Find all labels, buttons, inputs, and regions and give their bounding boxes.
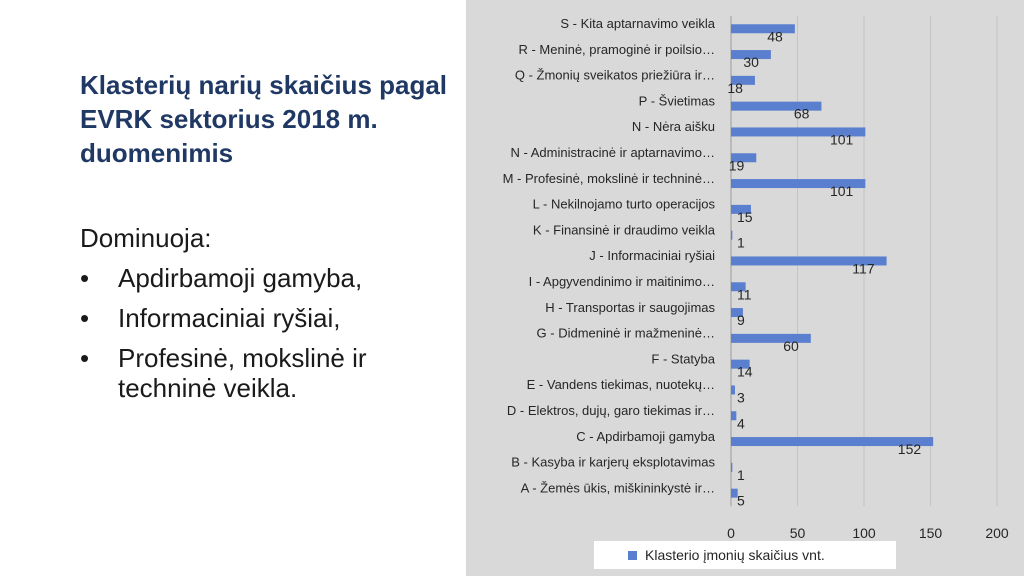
data-label: 101 [829, 131, 854, 148]
data-bar [731, 24, 795, 33]
data-bar [731, 463, 732, 472]
category-label: S - Kita aptarnavimo veikla [560, 16, 715, 31]
x-tick-label: 150 [918, 525, 943, 542]
category-label: R - Meninė, pramoginė ir poilsio… [518, 41, 715, 57]
intro-text: Dominuoja: [80, 223, 212, 253]
category-label: L - Nekilnojamo turto operacijos [532, 196, 715, 212]
data-label: 18 [727, 79, 743, 96]
category-label: Q - Žmonių sveikatos priežiūra ir… [514, 67, 715, 83]
bullet-icon: • [80, 343, 90, 373]
x-tick-label: 100 [852, 525, 876, 542]
slide-title: Klasterių narių skaičius pagal EVRK sektorius 2018 m. duomenimis [80, 70, 448, 168]
data-label: 30 [743, 54, 759, 71]
data-label: 101 [829, 183, 854, 200]
category-label: I - Apgyvendinimo ir maitinimo… [528, 274, 715, 289]
category-label: N - Administracinė ir aptarnavimo… [510, 145, 715, 160]
bullet-icon: • [80, 303, 90, 333]
legend-swatch-icon [628, 551, 637, 560]
category-label: B - Kasyba ir karjerų eksplotavimas [511, 454, 715, 470]
data-bar [731, 334, 811, 343]
data-label: 9 [737, 312, 745, 329]
text-panel [0, 0, 466, 576]
data-label: 1 [737, 466, 745, 483]
data-label: 11 [737, 286, 752, 303]
category-label: A - Žemės ūkis, miškininkystė ir… [520, 480, 715, 496]
category-label: M - Profesinė, mokslinė ir techninė… [502, 170, 715, 186]
bullet-text: Apdirbamoji gamyba, [118, 263, 363, 293]
x-tick-label: 50 [789, 525, 806, 542]
bar-chart [466, 0, 1024, 576]
bullet-text: Informaciniai ryšiai, [118, 303, 341, 333]
data-label: 68 [793, 105, 810, 122]
data-label: 5 [737, 492, 745, 509]
data-label: 1 [737, 234, 745, 251]
bullet-item [80, 303, 450, 333]
x-tick-label: 0 [727, 525, 735, 542]
category-label: H - Transportas ir saugojimas [545, 299, 715, 315]
category-label: E - Vandens tiekimas, nuotekų… [526, 377, 715, 393]
category-label: J - Informaciniai ryšiai [589, 248, 715, 264]
data-label: 117 [852, 260, 875, 277]
category-label: P - Švietimas [638, 93, 715, 109]
data-label: 152 [897, 441, 922, 458]
data-label: 3 [737, 389, 745, 406]
category-label: G - Didmeninė ir mažmeninė… [536, 325, 715, 341]
data-label: 14 [737, 363, 753, 380]
category-label: C - Apdirbamoji gamyba [576, 428, 715, 444]
x-tick-label: 200 [985, 525, 1009, 542]
category-label: F - Statyba [651, 351, 715, 367]
data-label: 15 [737, 208, 753, 225]
category-label: N - Nėra aišku [631, 119, 715, 135]
bullet-list [80, 263, 450, 413]
bullet-item [80, 343, 450, 403]
data-bar [731, 385, 735, 394]
bullet-item [80, 263, 450, 293]
data-bar [731, 411, 736, 420]
chart-panel [466, 0, 1024, 576]
data-label: 4 [737, 415, 745, 432]
data-label: 60 [783, 337, 799, 354]
category-label: D - Elektros, dujų, garo tiekimas ir… [506, 403, 715, 418]
data-label: 48 [767, 28, 783, 45]
bullet-icon: • [80, 263, 90, 293]
category-label: K - Finansinė ir draudimo veikla [532, 222, 715, 238]
chart-legend [594, 541, 896, 569]
legend-label: Klasterio įmonių skaičius vnt. [645, 547, 825, 563]
bullet-text: Profesinė, mokslinė ir techninė veikla. [118, 343, 367, 403]
data-label: 19 [728, 157, 745, 174]
data-bar [731, 231, 732, 240]
